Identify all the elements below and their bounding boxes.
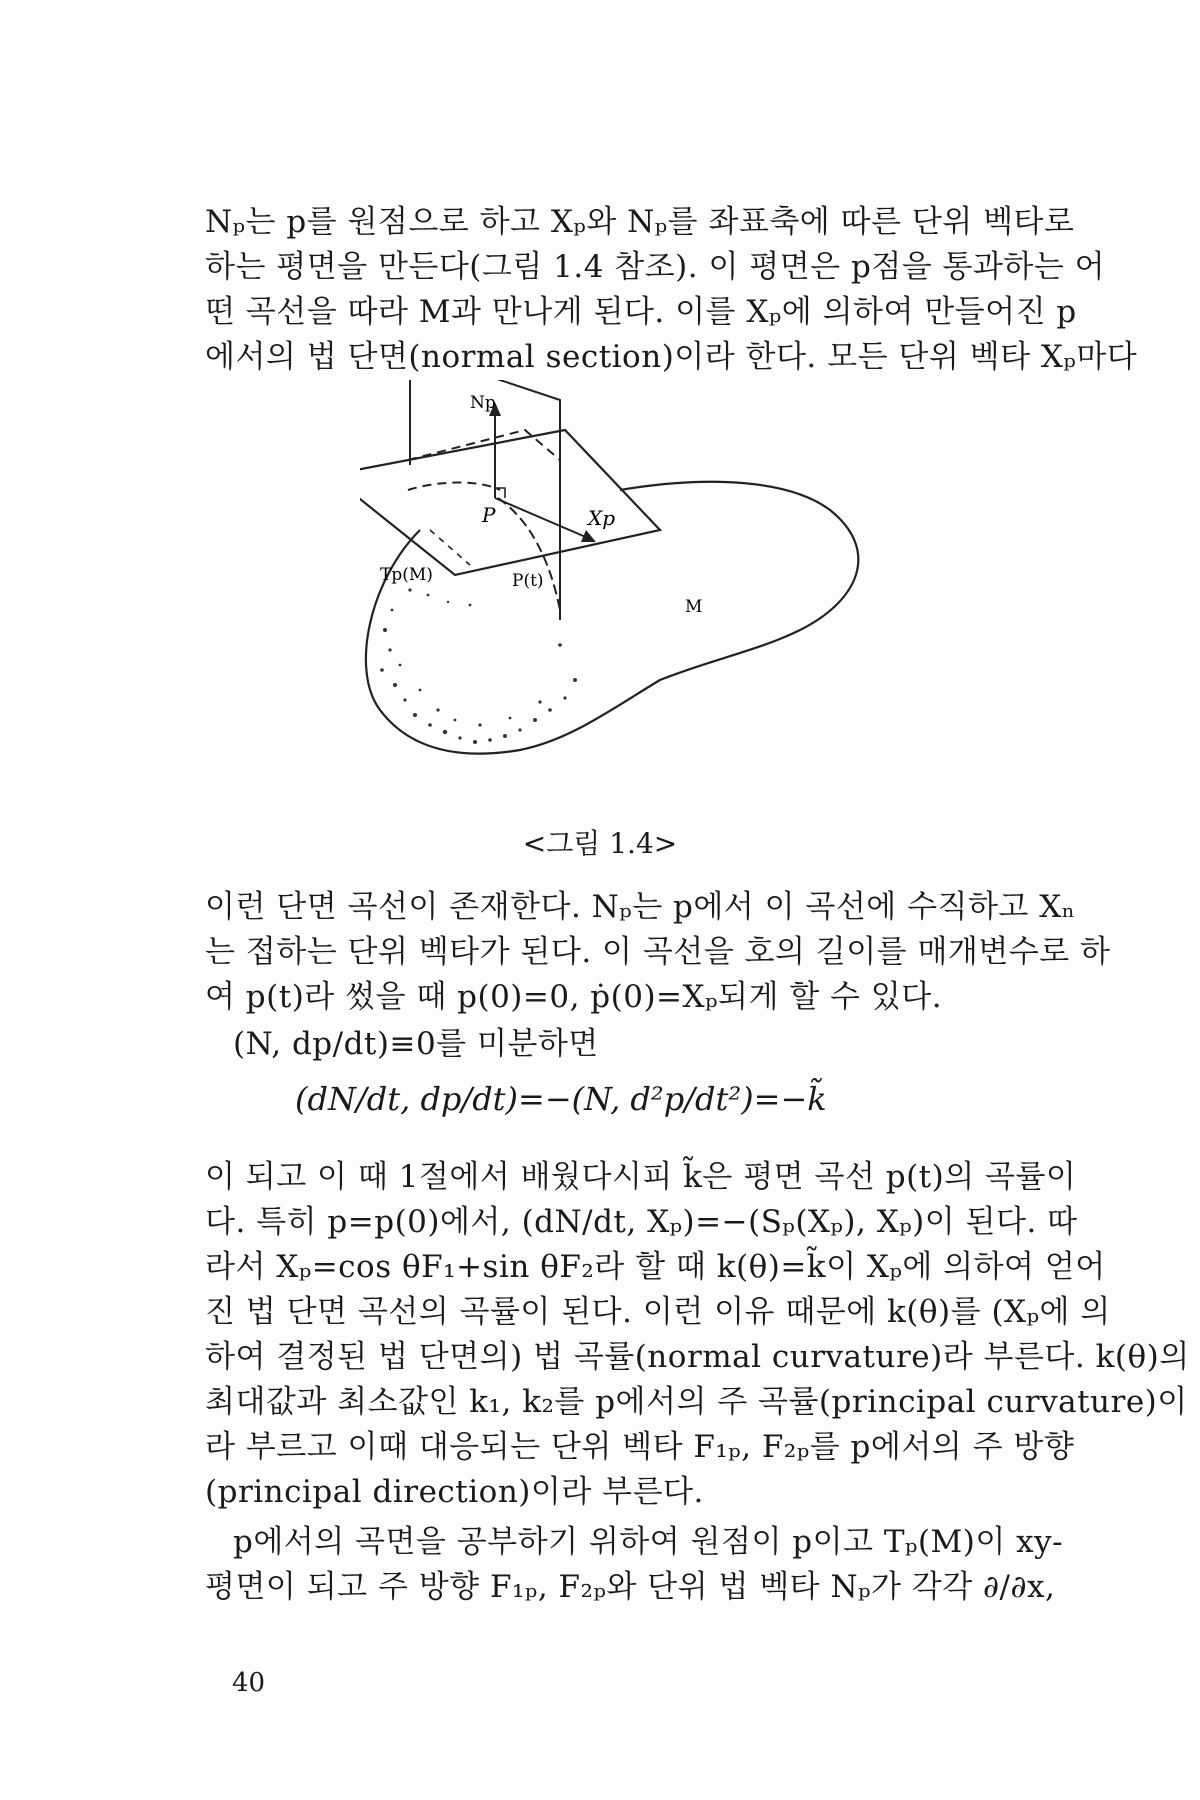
text-line: p에서의 곡면을 공부하기 위하여 원점이 p이고 Tₚ(M)이 xy- [233,1524,1064,1560]
text-line: (N, dp/dt)≡0를 미분하면 [233,1026,599,1062]
tangent-plane [360,430,660,575]
paragraph-2 [205,885,1111,1020]
paragraph-1 [205,200,1138,380]
text-line: 평면이 되고 주 방향 F₁ₚ, F₂ₚ와 단위 법 벡타 Nₚ가 각각 ∂/∂x, [205,1569,1056,1605]
text-line: 하는 평면을 만든다(그림 1.4 참조). 이 평면은 p점을 통과하는 어 [205,249,1106,285]
text-line: 다. 특히 p=p(0)에서, (dN/dt, Xₚ)=−(Sₚ(Xₚ), Xₚ)이 된다. 따 [205,1204,1078,1240]
figure-1-4 [360,380,920,820]
figure-caption: <그림 1.4> [522,827,678,860]
label-p: P [482,503,496,527]
text-line: 에서의 법 단면(normal section)이라 한다. 모든 단위 벡타 Xₚ마다 [205,339,1138,375]
text-line: 최대값과 최소값인 k₁, k₂를 p에서의 주 곡률(principal curvature)이 [205,1384,1188,1420]
text-line: (principal direction)이라 부른다. [205,1474,704,1510]
text-line: 하여 결정된 법 단면의) 법 곡률(normal curvature)라 부른다. k(θ)의 [205,1339,1190,1375]
paragraph-4 [205,1155,1190,1515]
text-line: 라 부르고 이때 대응되는 단위 벡타 F₁ₚ, F₂ₚ를 p에서의 주 방향 [205,1429,1075,1465]
paragraph-5 [205,1520,1064,1610]
paragraph-3 [205,1022,1055,1067]
text-line: 진 법 단면 곡선의 곡률이 된다. 이런 이유 때문에 k(θ)를 (Xₚ에 의 [205,1294,1111,1330]
text-line: 이런 단면 곡선이 존재한다. Nₚ는 p에서 이 곡선에 수직하고 Xₙ [205,889,1076,925]
text-line: 이 되고 이 때 1절에서 배웠다시피 k̃은 평면 곡선 p(t)의 곡률이 [205,1159,1077,1195]
text-line: 여 p(t)라 썼을 때 p(0)=0, ṗ(0)=Xₚ되게 할 수 있다. [205,979,943,1015]
text-line: 는 접하는 단위 벡타가 된다. 이 곡선을 호의 길이를 매개변수로 하 [205,934,1111,970]
label-pt: P(t) [512,571,544,591]
label-np: Np [470,393,496,413]
hidden-lines [408,430,560,490]
label-tpm: Tp(M) [380,565,433,585]
formula-1: (dN/dt, dp/dt)=−(N, d²p/dt²)=−k̃ [295,1080,827,1118]
surface-stipple [380,588,577,744]
page-number: 40 [232,1668,266,1698]
text-line: Nₚ는 p를 원점으로 하고 Xₚ와 Nₚ를 좌표축에 따른 단위 벡타로 [205,204,1075,240]
tangent-vector [495,498,588,538]
label-m: M [685,597,703,617]
label-xp: Xp [588,506,616,530]
text-line: 라서 Xₚ=cos θF₁+sin θF₂라 할 때 k(θ)=k̃이 Xₚ에 의하여 얻어 [205,1249,1106,1285]
text-line: 떤 곡선을 따라 M과 만나게 된다. 이를 Xₚ에 의하여 만들어진 p [205,294,1077,330]
